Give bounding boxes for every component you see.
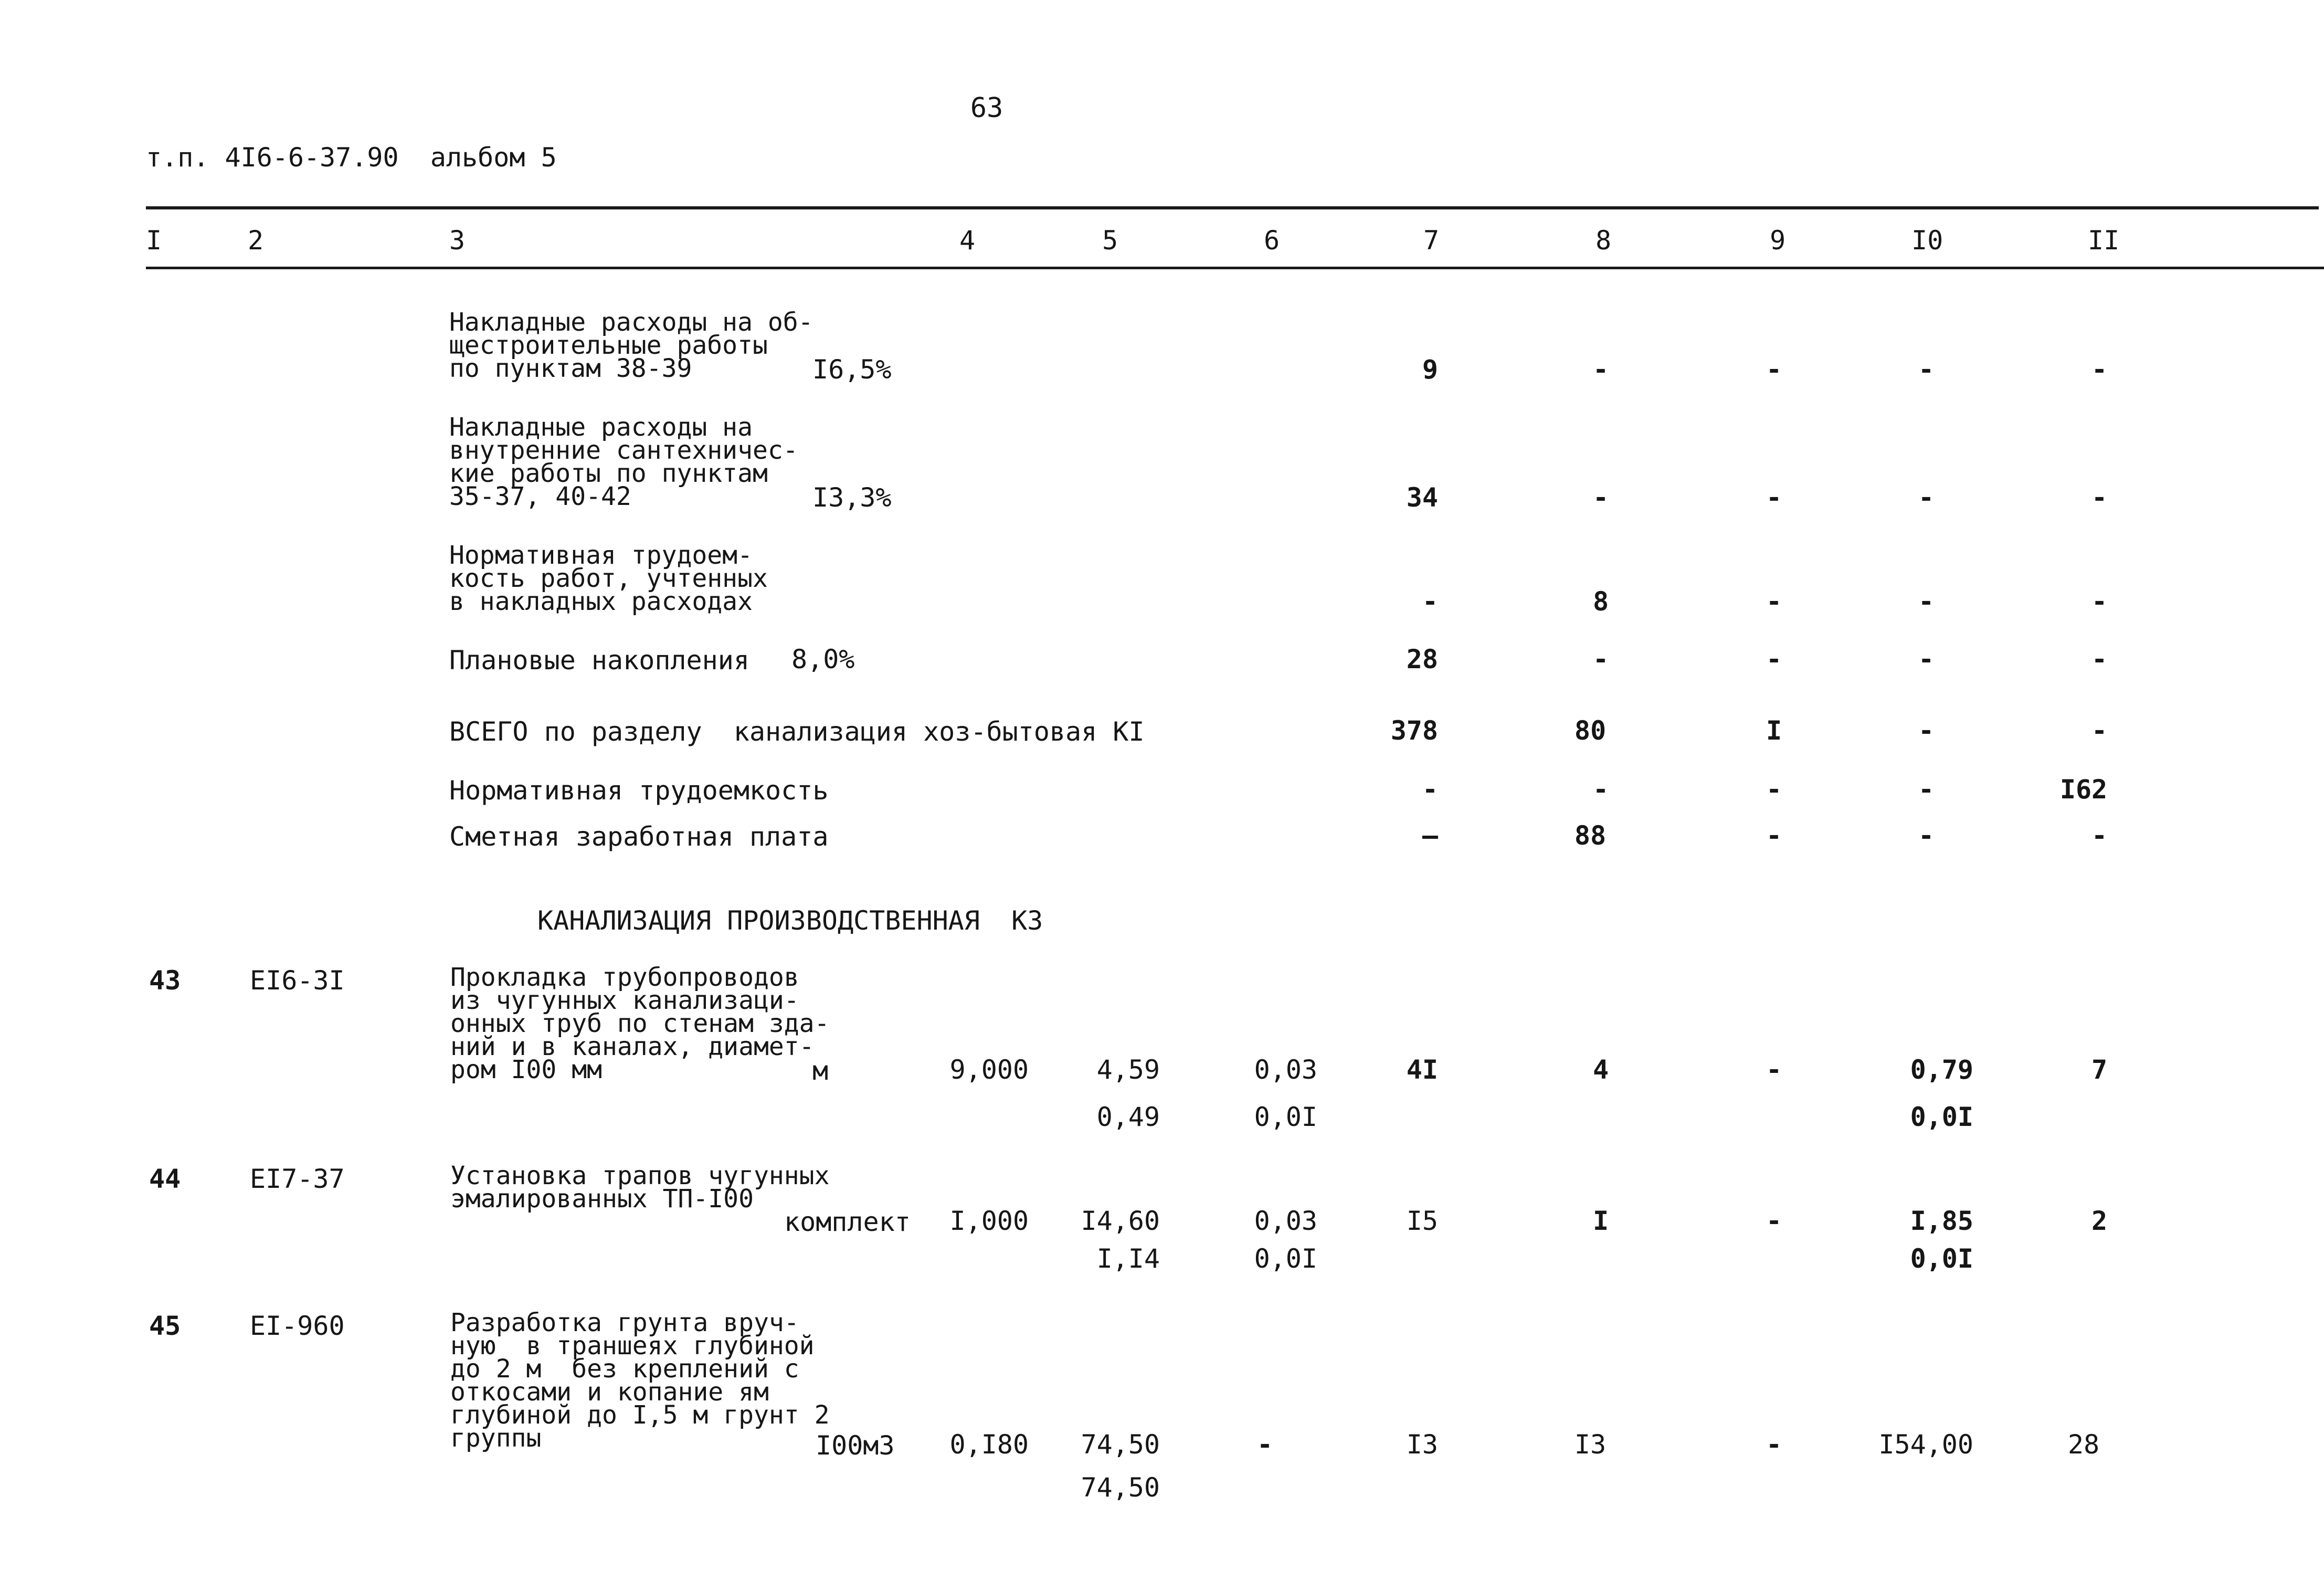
cell-col6: 0,03 xyxy=(1254,1206,1317,1236)
cell-col6-sub: 0,0I xyxy=(1254,1243,1317,1274)
cell-col11: - xyxy=(2091,820,2108,851)
cell-col5-sub: I,I4 xyxy=(1096,1243,1160,1274)
cell-col11: - xyxy=(2091,482,2108,513)
cell-col7: - xyxy=(1422,586,1438,617)
cell-col9: - xyxy=(1766,774,1782,805)
item-number: 45 xyxy=(149,1311,181,1341)
cell-col10: - xyxy=(1918,715,1935,746)
cell-col11: - xyxy=(2091,354,2108,385)
cell-col8: - xyxy=(1592,482,1609,513)
cell-col8: 4 xyxy=(1592,1055,1609,1085)
cell-col11: - xyxy=(2091,586,2108,617)
cell-col5: I4,60 xyxy=(1081,1206,1160,1236)
cell-col7: I3 xyxy=(1406,1429,1438,1460)
cell-col11: 28 xyxy=(2067,1429,2100,1460)
item-description: Разработка грунта вруч- ную в траншеях глубиной до 2 м без креплений с откосами и копание ям глубиной до I,5 м грунт 2 группы xyxy=(450,1308,830,1453)
item-description: Установка трапов чугунных эмалированных ТП-I00 xyxy=(450,1161,830,1214)
summary-text: Накладные расходы на об- щестроительные работы по пунктам 38-39 xyxy=(449,308,814,383)
summary-text: Нормативная трудоемкость xyxy=(449,775,829,806)
cell-col11: I62 xyxy=(2059,774,2108,805)
cell-col11: - xyxy=(2091,644,2108,674)
summary-rate: 8,0% xyxy=(791,644,855,674)
cell-col10-sub: 0,0I xyxy=(1910,1243,1973,1274)
item-quantity: I,000 xyxy=(949,1206,1029,1236)
cell-col9: - xyxy=(1766,586,1782,617)
cell-col8: I xyxy=(1592,1206,1609,1236)
col-header-10: I0 xyxy=(1911,225,1943,256)
cell-col7: 9 xyxy=(1422,354,1438,385)
item-code: EI-960 xyxy=(250,1311,345,1341)
cell-col10: - xyxy=(1918,482,1935,513)
cell-col8: 80 xyxy=(1574,715,1607,746)
cell-col5: 4,59 xyxy=(1096,1055,1160,1085)
cell-col10: - xyxy=(1918,586,1935,617)
cell-col7: I5 xyxy=(1406,1206,1438,1236)
cell-col10: 0,79 xyxy=(1910,1055,1973,1085)
cell-col6: 0,03 xyxy=(1254,1055,1317,1085)
col-header-8: 8 xyxy=(1596,225,1612,256)
cell-col8: I3 xyxy=(1574,1429,1607,1460)
cell-col9: - xyxy=(1766,1055,1782,1085)
cell-col10: I54,00 xyxy=(1878,1429,1973,1460)
cell-col5-sub: 0,49 xyxy=(1096,1102,1160,1132)
cell-col6-sub: 0,0I xyxy=(1254,1102,1317,1132)
cell-col7: - xyxy=(1422,774,1438,805)
item-number: 43 xyxy=(149,965,181,996)
col-header-5: 5 xyxy=(1102,225,1118,256)
cell-col5-sub: 74,50 xyxy=(1081,1472,1160,1503)
cell-col8: - xyxy=(1592,354,1609,385)
cell-col10: - xyxy=(1918,644,1935,674)
section-title: КАНАЛИЗАЦИЯ ПРОИЗВОДСТВЕННАЯ К3 xyxy=(537,905,1043,936)
cell-col8: 8 xyxy=(1592,586,1609,617)
cell-col10-sub: 0,0I xyxy=(1910,1102,1973,1132)
col-header-2: 2 xyxy=(248,225,264,256)
col-header-9: 9 xyxy=(1770,225,1786,256)
header-rule-top xyxy=(146,206,2319,209)
col-header-3: 3 xyxy=(449,225,466,256)
document-reference: т.п. 4I6-6-37.90 альбом 5 xyxy=(146,142,557,173)
summary-text: Плановые накопления xyxy=(449,645,749,676)
item-number: 44 xyxy=(149,1164,181,1194)
cell-col5: 74,50 xyxy=(1081,1429,1160,1460)
summary-rate: I6,5% xyxy=(812,354,892,385)
summary-rate: I3,3% xyxy=(812,482,892,513)
col-header-7: 7 xyxy=(1423,225,1440,256)
col-header-4: 4 xyxy=(959,225,976,256)
item-unit: I00м3 xyxy=(816,1430,895,1461)
item-unit: м xyxy=(812,1056,829,1086)
cell-col9: - xyxy=(1766,354,1782,385)
cell-col10: - xyxy=(1918,820,1935,851)
item-code: EI6-3I xyxy=(250,965,345,996)
cell-col8: 88 xyxy=(1574,820,1607,851)
cell-col8: - xyxy=(1592,774,1609,805)
cell-col11: 7 xyxy=(2091,1055,2108,1085)
item-unit: комплект xyxy=(784,1207,911,1237)
cell-col7: 4I xyxy=(1406,1055,1438,1085)
page-number: 63 xyxy=(970,92,1003,124)
cell-col8: - xyxy=(1592,644,1609,674)
item-code: EI7-37 xyxy=(250,1164,345,1194)
cell-col9: - xyxy=(1766,1429,1782,1460)
cell-col10: - xyxy=(1918,354,1935,385)
cell-col7: – xyxy=(1422,820,1438,851)
cell-col9: - xyxy=(1766,820,1782,851)
header-rule-bottom xyxy=(146,267,2324,269)
cell-col9: I xyxy=(1766,715,1782,746)
item-quantity: 9,000 xyxy=(949,1055,1029,1085)
cell-col11: - xyxy=(2091,715,2108,746)
cell-col10: - xyxy=(1918,774,1935,805)
summary-text: ВСЕГО по разделу канализация хоз-бытовая КI xyxy=(449,716,1145,747)
summary-text: Нормативная трудоем- кость работ, учтенных в накладных расходах xyxy=(449,541,768,616)
cell-col9: - xyxy=(1766,1206,1782,1236)
col-header-1: I xyxy=(146,225,162,256)
cell-col9: - xyxy=(1766,644,1782,674)
col-header-11: II xyxy=(2088,225,2120,256)
cell-col11: 2 xyxy=(2091,1206,2108,1236)
summary-text: Сметная заработная плата xyxy=(449,821,829,852)
cell-col10: I,85 xyxy=(1910,1206,1973,1236)
item-description: Прокладка трубопроводов из чугунных канализаци- онных труб по стенам зда- ний и в каналах, диамет- ром I00 мм xyxy=(450,963,830,1084)
cell-col7: 378 xyxy=(1390,715,1438,746)
cell-col9: - xyxy=(1766,482,1782,513)
col-header-6: 6 xyxy=(1264,225,1280,256)
cell-col7: 28 xyxy=(1406,644,1438,674)
cell-col6: - xyxy=(1256,1429,1273,1460)
summary-text: Накладные расходы на внутренние сантехничес- кие работы по пунктам 35-37, 40-42 xyxy=(449,413,798,511)
item-quantity: 0,I80 xyxy=(949,1429,1029,1460)
cell-col7: 34 xyxy=(1406,482,1438,513)
